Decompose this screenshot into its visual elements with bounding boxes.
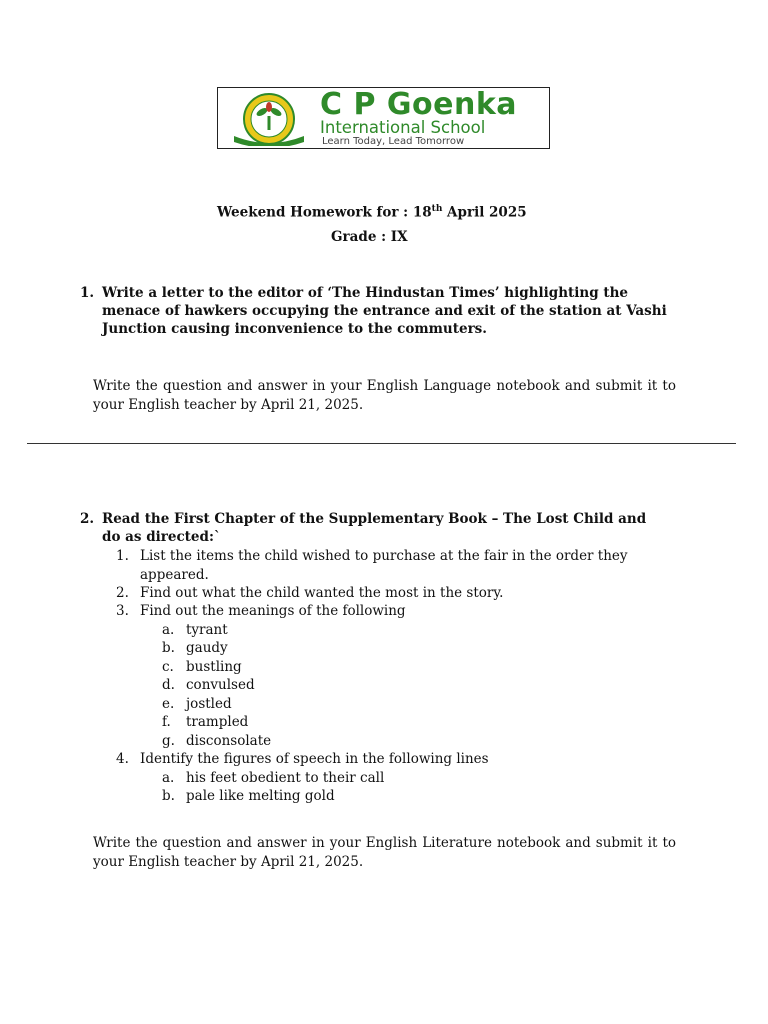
list-item: b. gaudy <box>162 640 228 656</box>
section-divider <box>27 443 736 444</box>
school-name: C P Goenka <box>320 87 518 122</box>
school-tagline: Learn Today, Lead Tomorrow <box>322 136 465 147</box>
homework-heading: Weekend Homework for : 18th April 2025 <box>217 204 527 221</box>
school-subtitle: International School <box>320 118 486 137</box>
grade-heading: Grade : IX <box>331 229 408 245</box>
list-item: 4. Identify the figures of speech in the following lines <box>116 751 489 767</box>
question-1-instruction: Write the question and answer in your English Language notebook and submit it to your English teacher by April 21, 2025. <box>93 378 676 413</box>
list-item: 2. Find out what the child wanted the most in the story. <box>116 585 504 601</box>
school-emblem-icon <box>228 92 310 146</box>
list-item: g. disconsolate <box>162 733 272 749</box>
list-item: a. tyrant <box>162 622 228 638</box>
list-item: 1. List the items the child wished to purchase at the fair in the order they appeared. <box>116 548 628 583</box>
list-item: a. his feet obedient to their call <box>162 770 385 786</box>
question-1: 1. Write a letter to the editor of ‘The Hindustan Times’ highlighting the menace of hawkers occupying the entrance and exit of the station at Vashi Junction causing inconvenience to the commuters. <box>80 285 667 337</box>
list-item: e. jostled <box>162 696 232 712</box>
list-item: d. convulsed <box>162 677 255 693</box>
list-item: f. trampled <box>162 714 249 730</box>
list-item: c. bustling <box>162 659 242 675</box>
list-item: b. pale like melting gold <box>162 788 335 804</box>
question-2-instruction: Write the question and answer in your English Literature notebook and submit it to your English teacher by April 21, 2025. <box>93 835 676 870</box>
list-item: 3. Find out the meanings of the following <box>116 603 406 619</box>
school-logo <box>217 87 550 149</box>
question-2: 2. Read the First Chapter of the Supplementary Book – The Lost Child and do as directed:` <box>80 511 647 545</box>
